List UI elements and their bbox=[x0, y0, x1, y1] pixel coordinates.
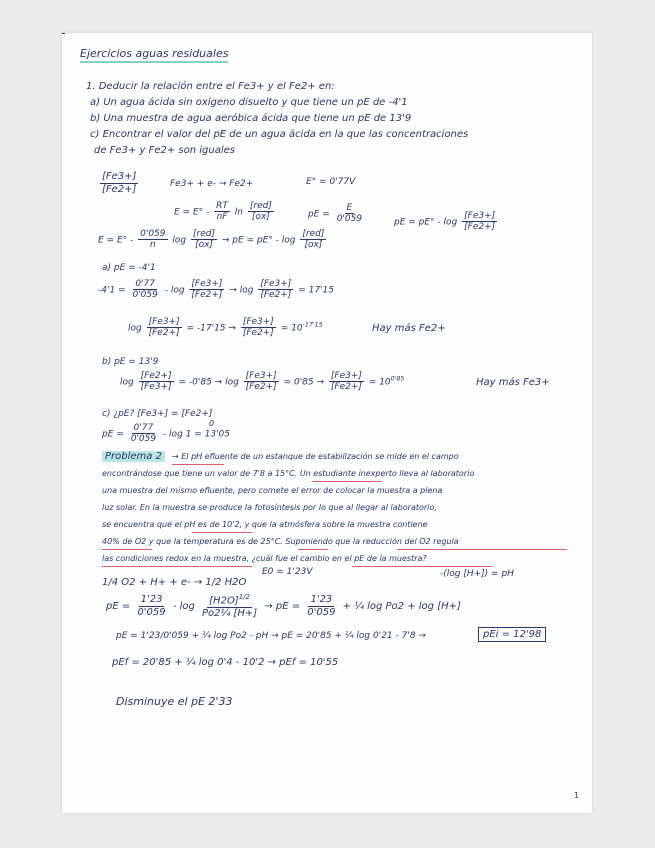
underline-redox bbox=[102, 566, 252, 567]
notebook-page bbox=[62, 33, 592, 813]
standard-potential: E° = 0'77V bbox=[306, 177, 356, 187]
underline-temp-1 bbox=[312, 481, 382, 482]
oxygen-standard-potential: E0 = 1'23V bbox=[262, 567, 313, 577]
problem-2-label: Problema 2 bbox=[102, 451, 165, 462]
problem-2-line-5: se encuentra que el pH es de 10'2, y que la atmósfera sobre la muestra contiene bbox=[102, 520, 428, 529]
pe-relation: pE = pE° - log $\frac{[Fe3+]}{[Fe2+]}$ bbox=[394, 211, 496, 233]
pe-final-equation: pEf = 20'85 + ¼ log 0'4 - 10'2 → pEf = 10'55 bbox=[112, 657, 339, 668]
final-conclusion: Disminuye el pE 2'33 bbox=[116, 695, 233, 708]
part-a-equation-2: log $\frac{[Fe3+]}{[Fe2+]}$ = -17'15 → $\frac{[Fe3+]}{[Fe2+]}$ = $10^{-17'15}$ bbox=[128, 317, 323, 339]
part-c-equation: pE = $\frac{0'77}{0'059}$ - log 1 = 13'05 bbox=[102, 423, 231, 445]
problem-2-line-1: → El pH efluente de un estanque de estabilización se mide en el campo bbox=[172, 452, 459, 461]
ex1-header: 1. Deducir la relación entre el Fe3+ y el Fe2+ en: bbox=[86, 81, 335, 92]
part-a-label: a) pE = -4'1 bbox=[102, 263, 156, 273]
part-b-conclusion: Hay más Fe3+ bbox=[476, 377, 550, 388]
part-b-equation: log $\frac{[Fe2+]}{[Fe3+]}$ = -0'85 → log $\frac{[Fe3+]}{[Fe2+]}$ = 0'85 → $\frac{[Fe3+]}{[Fe2+]}$ = $10^{0'85}$ bbox=[120, 371, 405, 393]
problem-2-line-4: luz solar. En la muestra se produce la fotosíntesis por lo que al llegar al laboratorio, bbox=[102, 503, 437, 512]
part-b-label: b) pE = 13'9 bbox=[102, 357, 159, 367]
problem-2-line-2: encontrándose que tiene un valor de 7'8 a 15°C. Un estudiante inexperto lleva al laboratorio bbox=[102, 469, 475, 478]
underline-ph-1 bbox=[172, 464, 224, 465]
ratio-fraction: $\frac{[Fe3+]}{[Fe2+]}$ bbox=[102, 171, 137, 195]
problem-2-line-7: las condiciones redox en la muestra, ¿cuál fue el cambio en el pE de la muestra? bbox=[102, 554, 427, 563]
ph-note: -(log [H+]) = pH bbox=[440, 569, 514, 579]
pe-initial-equation: pE = 1'23/0'059 + ¼ log Po2 - pH → pE = 20'85 + ¼ log 0'21 - 7'8 → bbox=[116, 631, 426, 641]
nernst-log-equation: E = E° - $\frac{0'059}{n}$ log $\frac{\text{[red]}}{[ox]}$ → pE = pE° - log $\frac{\text{[red]}}{[ox]}$ bbox=[98, 229, 325, 251]
pe-oxygen-equation: pE = $\frac{1'23}{0'059}$ - log $\frac{[H2O]^{1/2}}{\text{Po2¼ [H+]}}$ → pE = $\frac{1'23}{0'059}$ + ¼ log Po2 + log [H+] bbox=[106, 593, 461, 619]
corner-mark bbox=[62, 33, 65, 34]
ex1-part-c-line2: de Fe3+ y Fe2+ son iguales bbox=[94, 145, 236, 156]
pe-definition: pE = $\frac{E}{0'059}$ bbox=[308, 203, 363, 225]
ex1-part-c-line1: c) Encontrar el valor del pE de un agua ácida en la que las concentraciones bbox=[90, 129, 469, 140]
underline-change bbox=[352, 566, 492, 567]
part-c-zero-mark: 0 bbox=[209, 419, 215, 428]
ex1-part-a: a) Un agua ácida sin oxígeno disuelto y que tiene un pE de -4'1 bbox=[90, 97, 408, 108]
ex1-part-b: b) Una muestra de agua aeróbica ácida que tiene un pE de 13'9 bbox=[90, 113, 412, 124]
underline-reduction bbox=[397, 549, 567, 550]
underline-ph-2 bbox=[192, 532, 252, 533]
oxygen-reduction-reaction: 1/4 O2 + H+ + e- → 1/2 H2O bbox=[102, 577, 247, 588]
problem-2-line-6: 40% de O2 y que la temperatura es de 25°C. Suponiendo que la reducción del O2 regula bbox=[102, 537, 459, 546]
part-a-conclusion: Hay más Fe2+ bbox=[372, 323, 446, 334]
part-c-label: c) ¿pE? [Fe3+] = [Fe2+] bbox=[102, 409, 213, 419]
part-a-equation-1: -4'1 = $\frac{0'77}{0'059}$ - log $\frac{[Fe3+]}{[Fe2+]}$ → log $\frac{[Fe3+]}{[Fe2+]}$ = 17'15 bbox=[98, 279, 334, 301]
half-reaction: Fe3+ + e- → Fe2+ bbox=[170, 179, 254, 189]
page-number: 1 bbox=[574, 791, 580, 800]
underline-o2 bbox=[102, 549, 152, 550]
nernst-equation: E = E° - $\frac{RT}{nF}$ ln $\frac{\text{[red]}}{[ox]}$ bbox=[174, 201, 272, 223]
problem-2-line-3: una muestra del mismo efluente, pero comete el error de colocar la muestra a plena bbox=[102, 486, 443, 495]
underline-temp-2 bbox=[298, 549, 328, 550]
page-title: Ejercicios aguas residuales bbox=[80, 47, 228, 63]
pe-initial-result: pEi = 12'98 bbox=[478, 627, 546, 642]
